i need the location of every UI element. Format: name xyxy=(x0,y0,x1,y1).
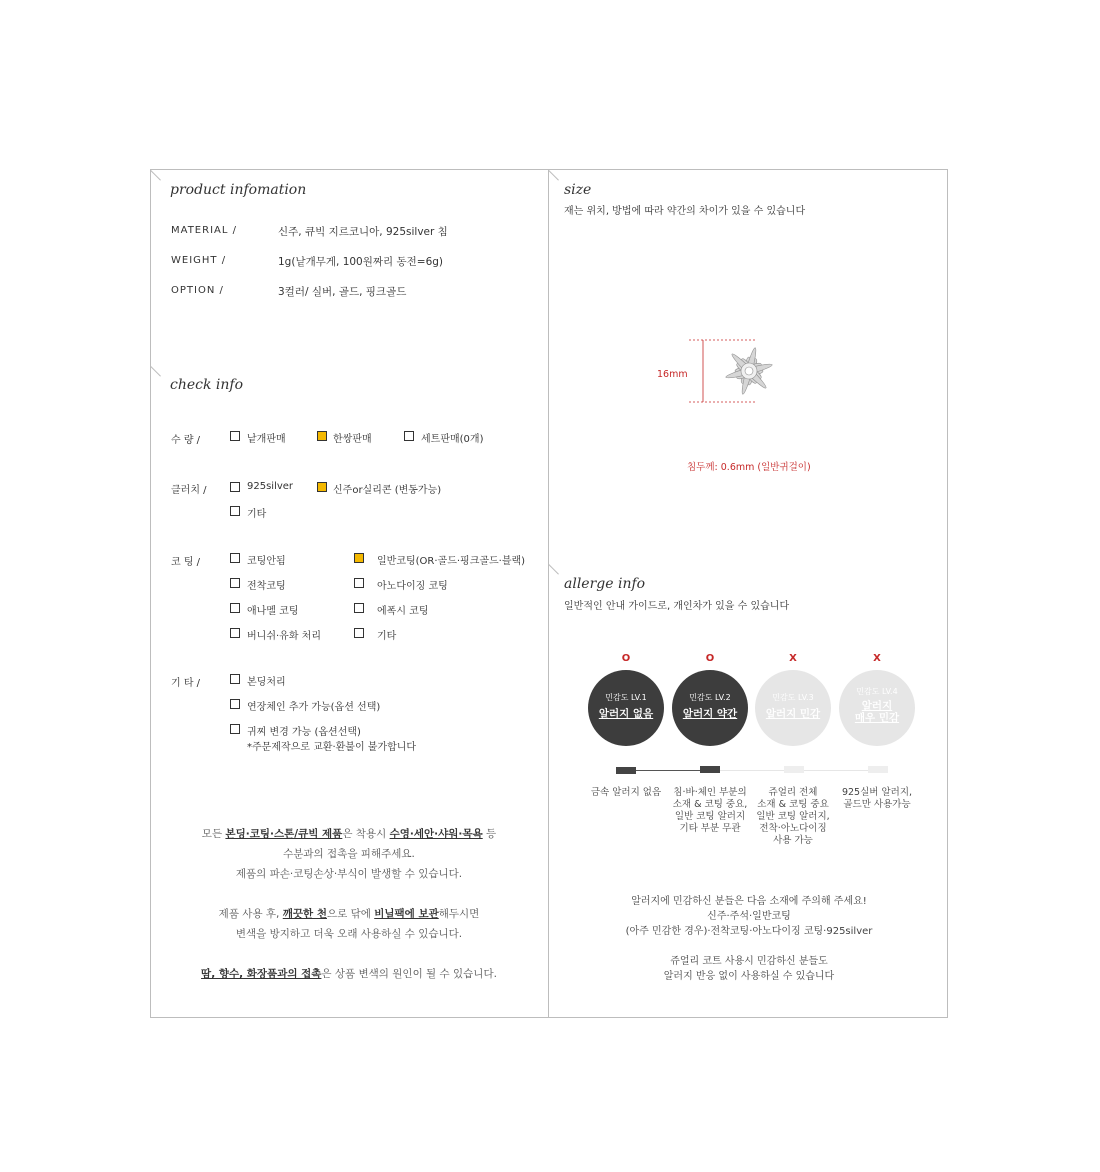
checkbox-coating-anodizing[interactable] xyxy=(354,578,364,588)
care-line-6: 땀, 향수, 화장품과의 접촉은 상품 변색의 원인이 될 수 있습니다. xyxy=(201,968,497,980)
allergy-notice-5: 알러지 반응 없이 사용하실 수 있습니다 xyxy=(663,971,835,982)
level-3-mark: X xyxy=(789,653,797,664)
allergy-notice-1: 알러지에 민감하신 분들은 다음 소재에 주의해 주세요! xyxy=(631,896,867,907)
option-coating-none: 코팅안됨 xyxy=(247,556,286,567)
allergy-notice-4: 쥬얼리 코트 사용시 민감하신 분들도 xyxy=(670,956,828,967)
option-coating-electro: 전착코팅 xyxy=(247,581,286,592)
material-label: MATERIAL / xyxy=(171,225,237,236)
check-info-title: check info xyxy=(170,377,244,393)
option-coating-varnish: 버니쉬·유화 처리 xyxy=(247,631,321,642)
checkbox-pair[interactable] xyxy=(317,431,327,441)
option-set: 세트판매(0개) xyxy=(421,434,484,445)
corner-mark xyxy=(150,170,161,181)
quantity-label: 수 량 / xyxy=(171,435,201,446)
checkbox-clutch-brass[interactable] xyxy=(317,482,327,492)
checkbox-clutch-silver[interactable] xyxy=(230,482,240,492)
checkbox-coating-etc[interactable] xyxy=(354,628,364,638)
option-clutch-etc: 기타 xyxy=(247,509,267,520)
weight-value: 1g(낱개무게, 100원짜리 동전=6g) xyxy=(278,256,444,268)
option-single: 낱개판매 xyxy=(247,434,286,445)
level-4-circle: 민감도 LV.4 알러지 매우 민감 xyxy=(839,670,915,746)
corner-mark xyxy=(150,366,161,377)
checkbox-bonding[interactable] xyxy=(230,674,240,684)
size-title: size xyxy=(564,182,592,198)
care-line-5: 변색을 방지하고 더욱 오래 사용하실 수 있습니다. xyxy=(235,928,463,940)
scale-marker-2 xyxy=(700,766,720,773)
checkbox-coating-electro[interactable] xyxy=(230,578,240,588)
level-4-desc: 925실버 알러지, 골드만 사용가능 xyxy=(841,787,913,810)
level-2-mark: O xyxy=(705,653,715,664)
care-line-1: 모든 본딩·코팅·스톤/큐빅 제품은 착용시 수영·세안·샤워·목욕 등 xyxy=(201,828,497,840)
corner-mark xyxy=(548,170,559,181)
care-line-4: 제품 사용 후, 깨끗한 천으로 닦에 비닐팩에 보관해두시면 xyxy=(218,908,480,920)
allergy-subtitle: 일반적인 안내 가이드로, 개인차가 있을 수 있습니다 xyxy=(564,601,790,612)
product-info-title: product infomation xyxy=(170,182,307,198)
option-value: 3컬러/ 실버, 골드, 핑크골드 xyxy=(278,286,407,298)
checkbox-coating-general[interactable] xyxy=(354,553,364,563)
allergy-title: allerge info xyxy=(564,576,646,592)
level-1-mark: O xyxy=(621,653,631,664)
level-3-desc: 쥬얼리 전체 소재 & 코팅 중요 일반 코팅 알러지, 전착·아노다이징 사용 가능 xyxy=(756,787,830,846)
level-2-circle: 민감도 LV.2 알러지 약간 xyxy=(672,670,748,746)
option-coating-epoxy: 에폭시 코팅 xyxy=(377,606,429,617)
scale-marker-3 xyxy=(784,766,804,773)
checkbox-coating-epoxy[interactable] xyxy=(354,603,364,613)
level-4-mark: X xyxy=(873,653,881,664)
option-clip-change: 귀찌 변경 가능 (옵션선택) xyxy=(247,727,361,738)
checkbox-coating-enamel[interactable] xyxy=(230,603,240,613)
option-label: OPTION / xyxy=(171,285,224,296)
size-dimension-label: 16mm xyxy=(657,369,688,380)
option-clutch-silver: 925silver xyxy=(247,481,294,492)
coating-label: 코 팅 / xyxy=(171,557,201,568)
info-card xyxy=(150,169,948,1018)
corner-mark xyxy=(548,564,559,575)
option-extension-chain: 연장체인 추가 가능(옵션 선택) xyxy=(247,702,381,713)
checkbox-set[interactable] xyxy=(404,431,414,441)
etc-label: 기 타 / xyxy=(171,678,201,689)
clutch-label: 클러치 / xyxy=(171,485,207,496)
scale-marker-1 xyxy=(616,767,636,774)
scale-line-active xyxy=(626,770,706,771)
level-2-desc: 침·바·체인 부분의 소재 & 코팅 중요, 일반 코팅 알러지 기타 부분 무관 xyxy=(672,787,748,834)
checkbox-single[interactable] xyxy=(230,431,240,441)
checkbox-clutch-etc[interactable] xyxy=(230,506,240,516)
weight-label: WEIGHT / xyxy=(171,255,227,266)
material-value: 신주, 큐빅 지르코니아, 925silver 침 xyxy=(278,226,448,238)
column-divider xyxy=(548,170,549,1017)
option-pair: 한쌍판매 xyxy=(333,434,372,445)
pin-thickness: 침두께: 0.6mm (일반귀걸이) xyxy=(687,462,811,473)
option-clutch-brass: 신주or실리콘 (변동가능) xyxy=(333,485,442,496)
checkbox-coating-none[interactable] xyxy=(230,553,240,563)
care-line-2: 수분과의 접촉을 피해주세요. xyxy=(283,848,415,860)
allergy-notice-2: 신주·주석·일반코팅 xyxy=(707,911,791,922)
care-line-3: 제품의 파손·코팅손상·부식이 발생할 수 있습니다. xyxy=(235,868,463,880)
option-coating-general: 일반코팅(OR·골드·핑크골드·블랙) xyxy=(377,556,526,567)
checkbox-coating-varnish[interactable] xyxy=(230,628,240,638)
checkbox-extension-chain[interactable] xyxy=(230,699,240,709)
scale-marker-4 xyxy=(868,766,888,773)
level-3-circle: 민감도 LV.3 알러지 민감 xyxy=(755,670,831,746)
checkbox-clip-change[interactable] xyxy=(230,724,240,734)
custom-order-note: *주문제작으로 교환·환불이 불가합니다 xyxy=(247,742,417,753)
level-1-desc: 금속 알러지 없음 xyxy=(590,787,662,798)
option-coating-anodizing: 아노다이징 코팅 xyxy=(377,581,448,592)
level-1-circle: 민감도 LV.1 알러지 없음 xyxy=(588,670,664,746)
allergy-notice-3: (아주 민감한 경우)·전착코팅·아노다이징 코팅·925silver xyxy=(625,926,873,937)
size-subtitle: 재는 위치, 방법에 따라 약간의 차이가 있을 수 있습니다 xyxy=(564,206,806,217)
option-bonding: 본딩처리 xyxy=(247,677,286,688)
option-coating-etc: 기타 xyxy=(377,631,397,642)
option-coating-enamel: 애나멜 코팅 xyxy=(247,606,299,617)
